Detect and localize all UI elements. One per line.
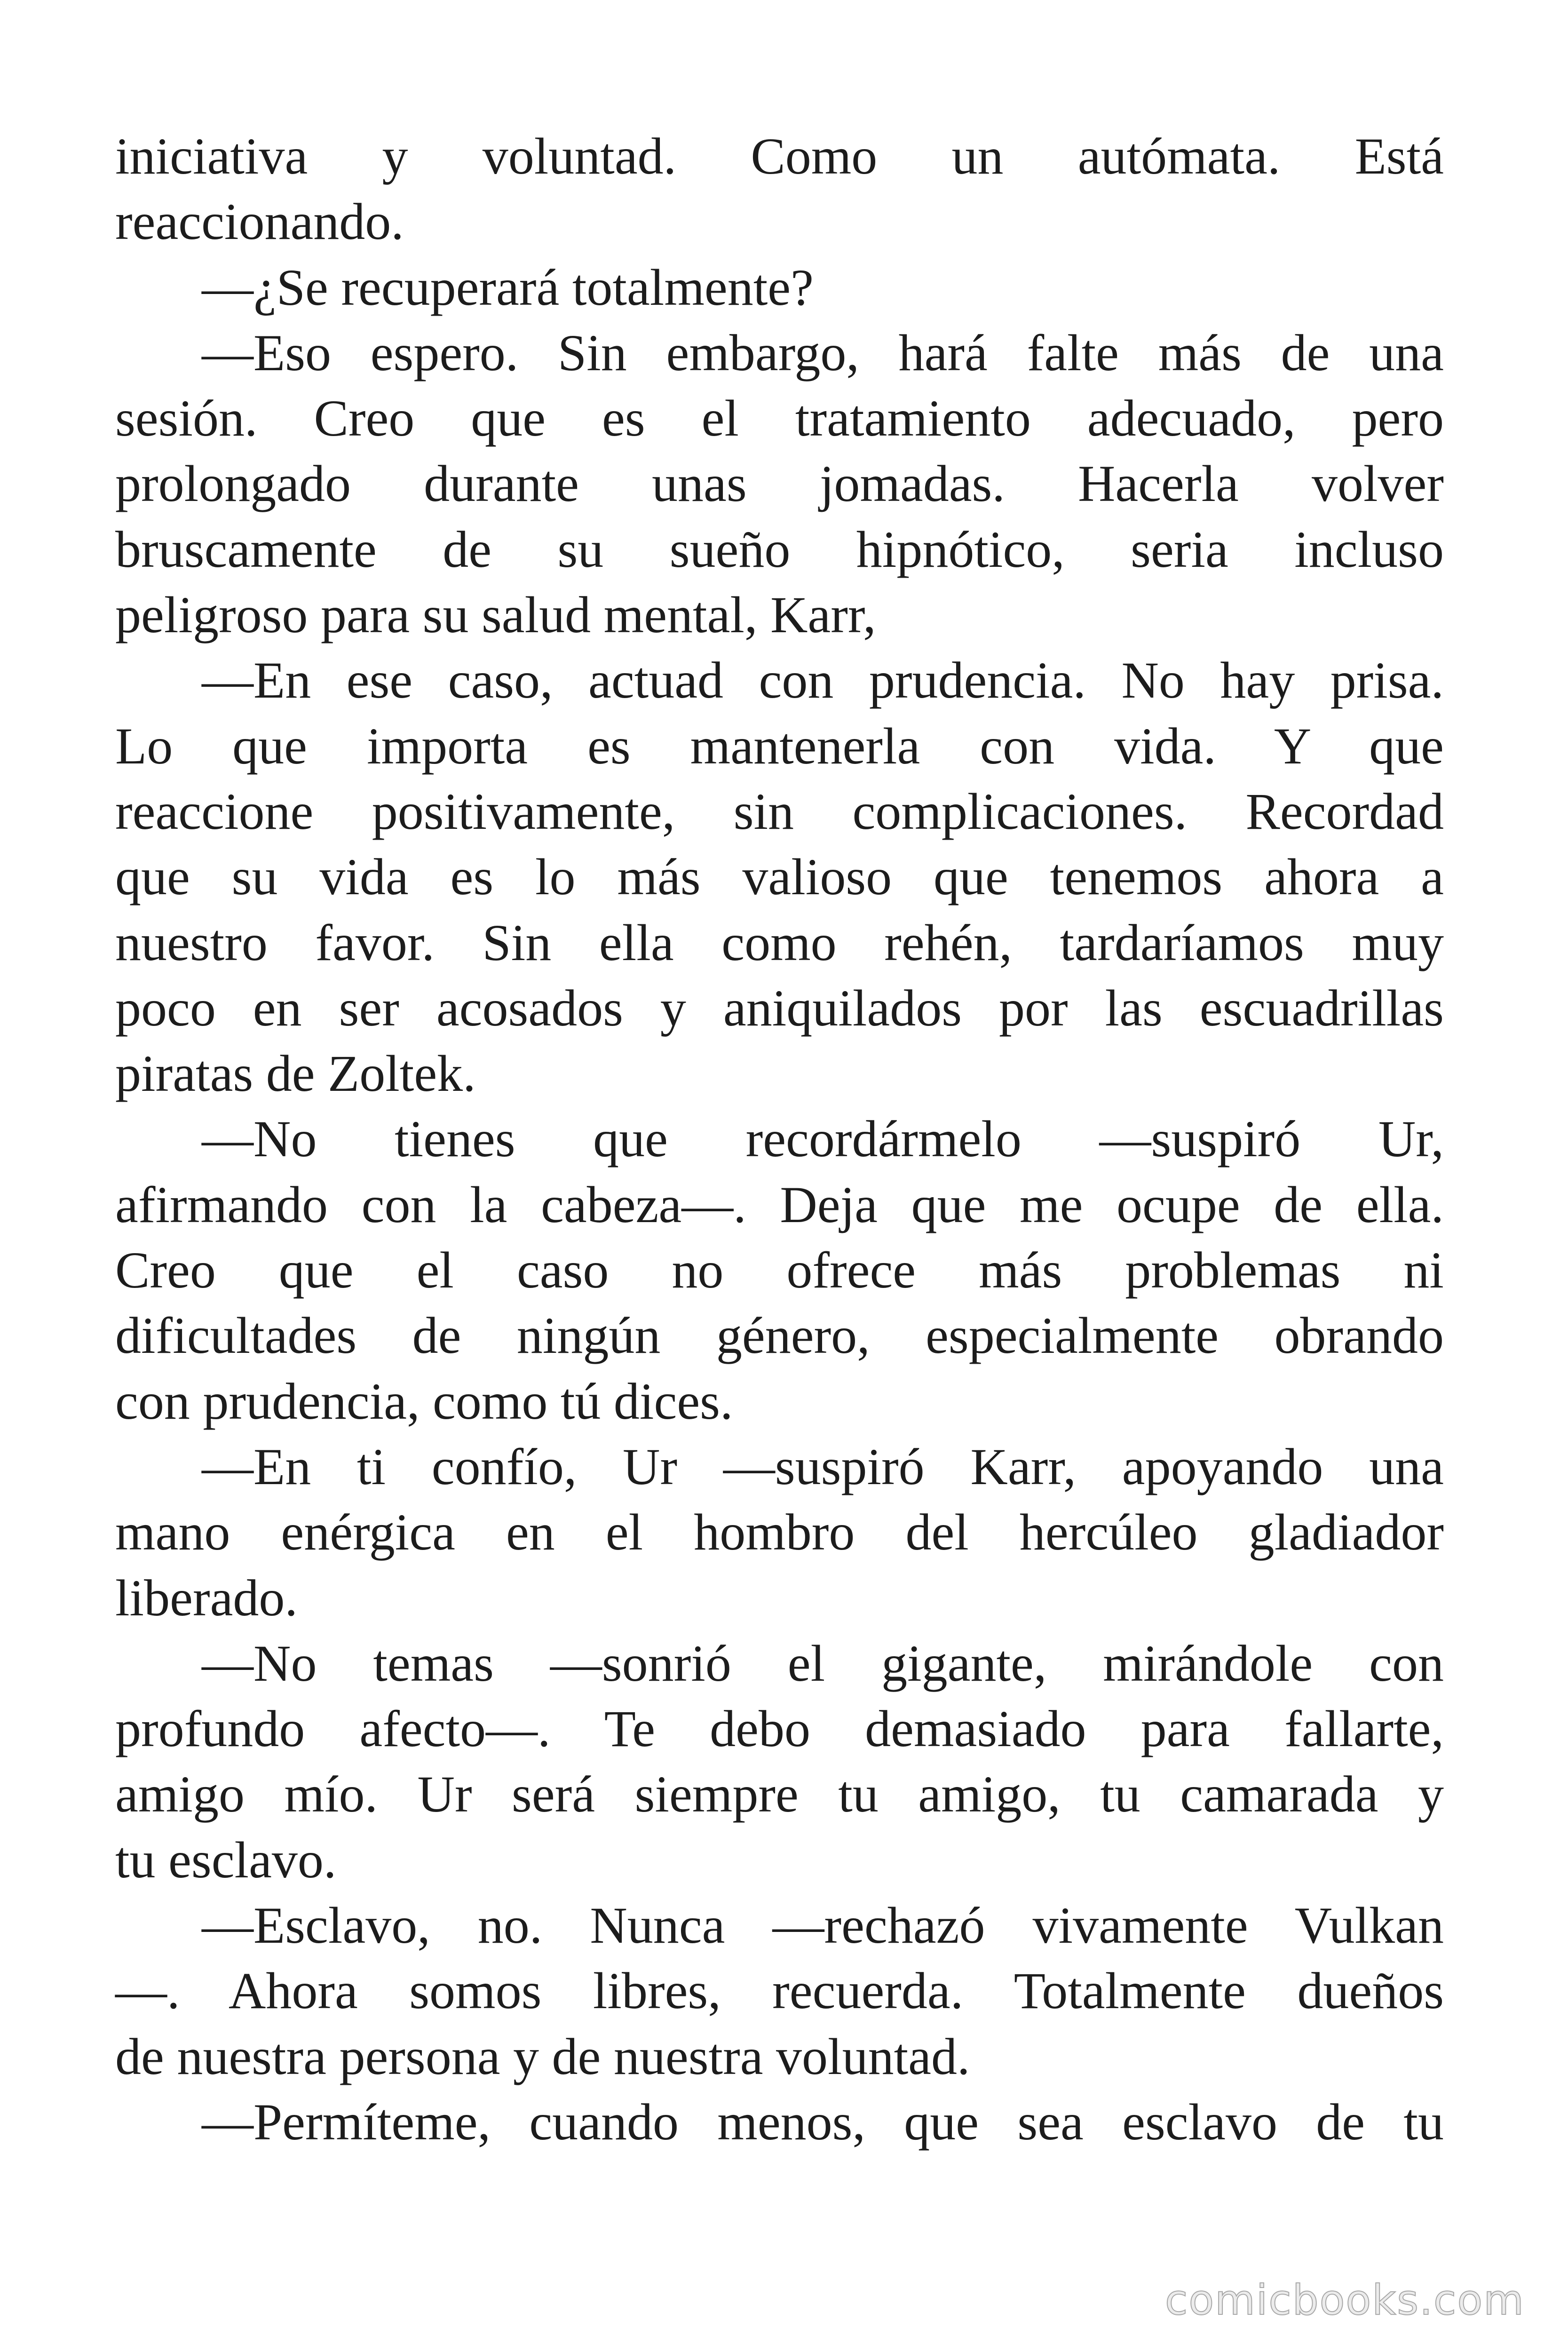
text-line: Creo que el caso no ofrece más problemas ni xyxy=(115,1241,1444,1299)
text-line: bruscamente de su sueño hipnótico, seria incluso xyxy=(115,520,1444,578)
text-line: poco en ser acosados y aniquilados por las escuadrillas xyxy=(115,979,1444,1037)
text-line: reaccione positivamente, sin complicaciones. Recordad xyxy=(115,782,1444,840)
text-line: nuestro favor. Sin ella como rehén, tardaríamos muy xyxy=(115,914,1444,971)
paragraph xyxy=(115,1631,1444,1893)
paragraph-continuation xyxy=(115,124,1444,255)
text-line: —Permíteme, cuando menos, que sea esclavo de tu xyxy=(202,2093,1444,2151)
paragraph xyxy=(115,320,1444,648)
text-line: de nuestra persona y de nuestra voluntad. xyxy=(115,2027,970,2085)
text-line: con prudencia, como tú dices. xyxy=(115,1372,733,1430)
text-line: iniciativa y voluntad. Como un autómata. Está xyxy=(115,127,1444,185)
text-line: amigo mío. Ur será siempre tu amigo, tu camarada y xyxy=(115,1765,1444,1823)
text-line: —Eso espero. Sin embargo, hará falte más de una xyxy=(202,324,1444,381)
text-line: liberado. xyxy=(115,1569,298,1627)
text-line: tu esclavo. xyxy=(115,1831,337,1889)
text-line: —. Ahora somos libres, recuerda. Totalmente dueños xyxy=(115,1962,1444,2020)
paragraph xyxy=(115,1893,1444,2090)
paragraph xyxy=(115,1106,1444,1434)
text-line: —Esclavo, no. Nunca —rechazó vivamente Vulkan xyxy=(202,1897,1444,1955)
page-body-text xyxy=(115,124,1444,2155)
text-line: mano enérgica en el hombro del hercúleo gladiador xyxy=(115,1503,1444,1561)
watermark-logo: comicbooks.com xyxy=(1164,2276,1525,2324)
text-line: que su vida es lo más valioso que tenemos ahora a xyxy=(115,848,1444,906)
text-line: sesión. Creo que es el tratamiento adecuado, pero xyxy=(115,389,1444,447)
text-line: piratas de Zoltek. xyxy=(115,1045,476,1103)
paragraph xyxy=(115,1434,1444,1631)
paragraph xyxy=(115,255,1444,320)
text-line: afirmando con la cabeza—. Deja que me ocupe de ella. xyxy=(115,1176,1444,1233)
text-line: dificultades de ningún género, especialmente obrando xyxy=(115,1307,1444,1365)
paragraph xyxy=(115,648,1444,1106)
text-line: —En ti confío, Ur —suspiró Karr, apoyando una xyxy=(202,1438,1444,1495)
text-line: —En ese caso, actuad con prudencia. No hay prisa. xyxy=(202,652,1444,709)
text-line: profundo afecto—. Te debo demasiado para fallarte, xyxy=(115,1700,1444,1758)
text-line: reaccionando. xyxy=(115,193,404,251)
text-line: Lo que importa es mantenerla con vida. Y que xyxy=(115,717,1444,775)
paragraph-continues-next-page xyxy=(115,2090,1444,2155)
text-line: —No tienes que recordármelo —suspiró Ur, xyxy=(202,1110,1444,1168)
text-line: prolongado durante unas jomadas. Hacerla volver xyxy=(115,455,1444,513)
text-line: —No temas —sonrió el gigante, mirándole con xyxy=(202,1634,1444,1692)
text-line: —¿Se recuperará totalmente? xyxy=(202,258,814,316)
text-line: peligroso para su salud mental, Karr, xyxy=(115,586,876,644)
